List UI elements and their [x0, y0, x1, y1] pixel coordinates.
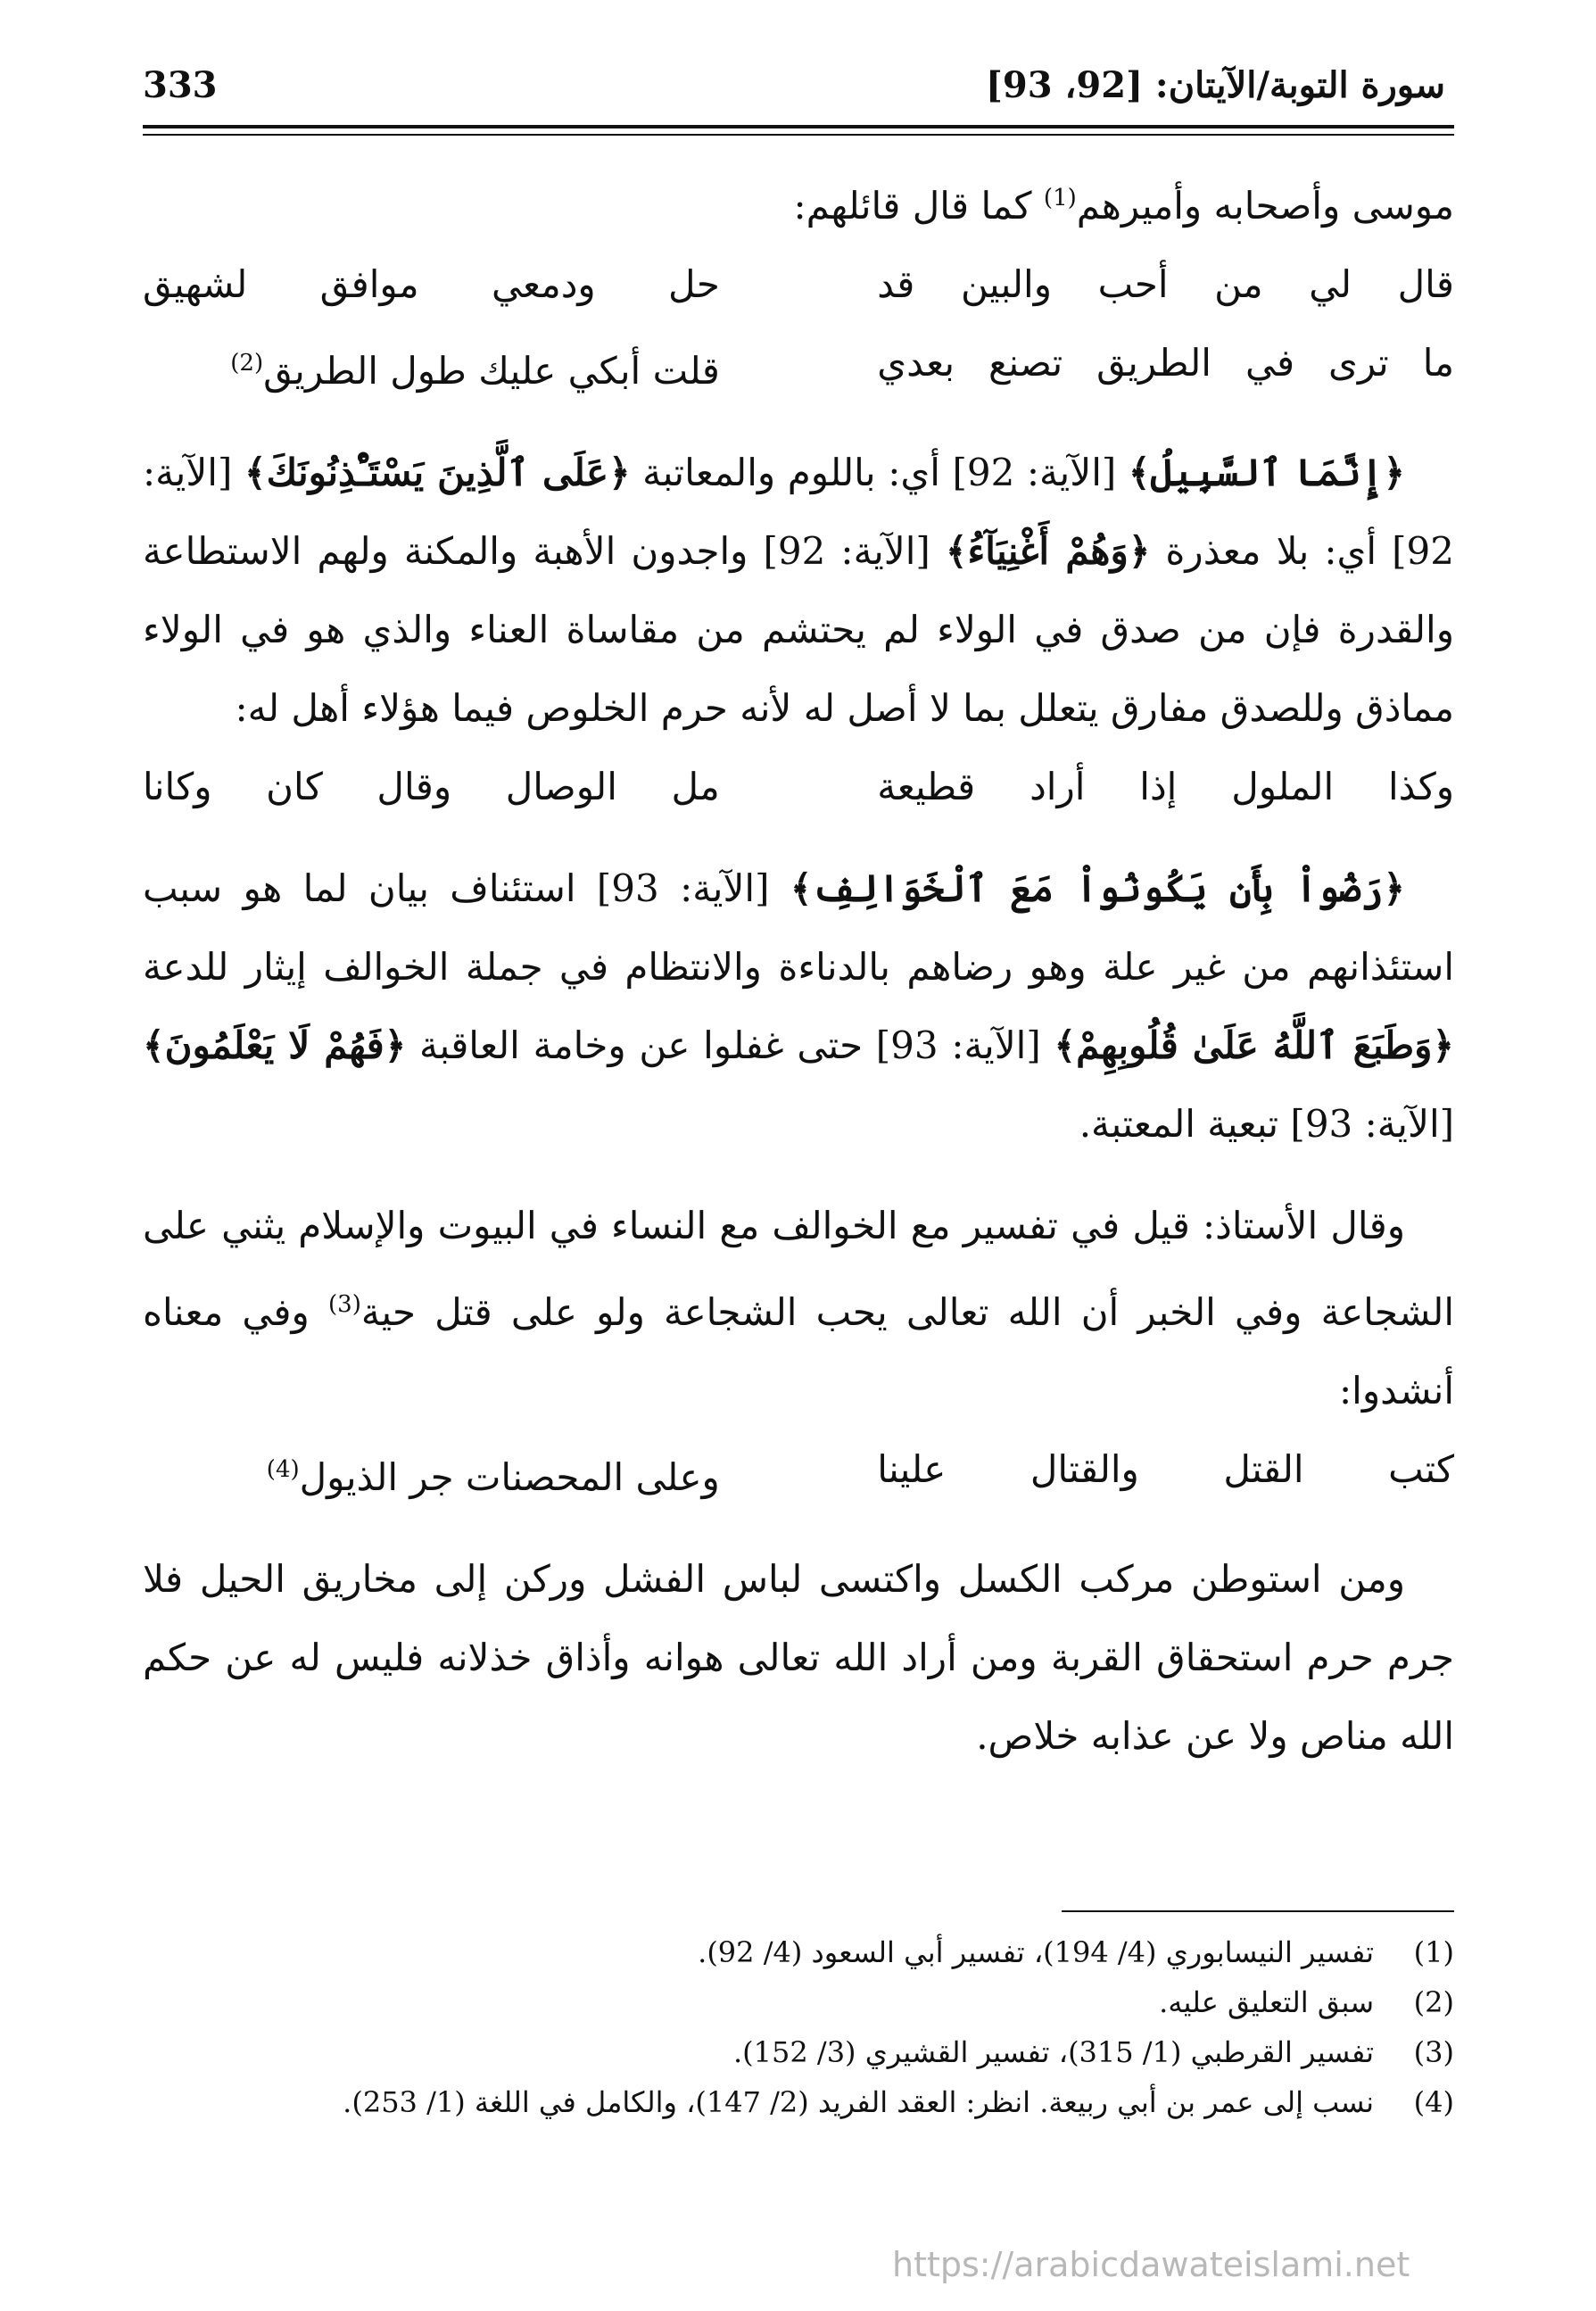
footnote-separator — [1062, 1910, 1454, 1912]
footnote-text: تفسير القرطبي (1/ 315)، تفسير القشيري (3/ 152). — [733, 2035, 1374, 2069]
poem-verse-3 — [143, 748, 1454, 826]
quran-quote: ﴿إِنَّمَا ٱلسَّبِيلُ﴾ — [1128, 451, 1406, 494]
paragraph-2: ﴿إِنَّمَا ٱلسَّبِيلُ﴾ [الآية: 92] أي: باللوم والمعاتبة ﴿عَلَى ٱلَّذِينَ يَسْتَـْٔذِنُونَكَ﴾ [الآية: 92] أي: بلا معذرة ﴿وَهُمْ أَغْنِيَآءُ﴾ [الآية: 92] واجدون الأهبة والمكنة ولهم الاستطاعة والقدرة فإن من صدق في الولاء لم يحتشم من مقاساة العناء والذي هو في الولاء مماذق وللصدق مفارق يتعلل بما لا أصل له لأنه حرم الخلوص فيما هؤلاء أهل له: — [143, 451, 1454, 730]
verse-1-first-hemistich: قال لي من أحب والبين قد — [877, 262, 1454, 306]
footnote-number: (1) — [1413, 1935, 1454, 1969]
quran-quote: ﴿رَضُواْ بِأَن يَكُونُواْ مَعَ ٱلْخَوَالِفِ﴾ — [790, 866, 1405, 910]
footnote-ref-1: (1) — [1043, 185, 1077, 211]
page-number: 333 — [143, 64, 218, 106]
footnotes — [143, 1927, 1454, 2127]
footnote-text: سبق التعليق عليه. — [1159, 1985, 1374, 2019]
paragraph-1: موسى وأصحابه وأميرهم$^{(1)}$ كما قال قائلهم: — [793, 184, 1454, 228]
poem-verse-4 — [143, 1430, 1454, 1517]
paragraph-5: ومن استوطن مركب الكسل واكتسى لباس الفشل وركن إلى مخاريق الحيل فلا جرم حرم استحقاق القربة ومن أراد الله تعالى هوانه وأذاق خذلانه فليس له عن حكم الله مناص ولا عن عذابه خلاص. — [143, 1557, 1454, 1758]
verse-4-first-hemistich: كتب القتل والقتال علينا — [877, 1447, 1454, 1491]
watermark-url: https://arabicdawateislami.net — [892, 2245, 1410, 2284]
poem-verse-2 — [143, 324, 1454, 410]
quran-quote: ﴿عَلَى ٱلَّذِينَ يَسْتَـْٔذِنُونَكَ﴾ — [244, 451, 631, 494]
quran-quote: ﴿وَطَبَعَ ٱللَّهُ عَلَىٰ قُلُوبِهِمْ﴾ — [1054, 1023, 1454, 1067]
verse-3-first-hemistich: وكذا الملول إذا أراد قطيعة — [877, 765, 1454, 808]
poem-verse-1 — [143, 245, 1454, 324]
paragraph-3: ﴿رَضُواْ بِأَن يَكُونُواْ مَعَ ٱلْخَوَالِفِ﴾ [الآية: 93] استئناف بيان لما هو سبب استئذانهم من غير علة وهو رضاهم بالدناءة والانتظام في جملة الخوالف إيثار للدعة ﴿وَطَبَعَ ٱللَّهُ عَلَىٰ قُلُوبِهِمْ﴾ [الآية: 93] حتى غفلوا عن وخامة العاقبة ﴿فَهُمْ لَا يَعْلَمُونَ﴾ [الآية: 93] تبعية المعتبة. — [143, 866, 1454, 1146]
quran-quote: ﴿فَهُمْ لَا يَعْلَمُونَ﴾ — [143, 1023, 407, 1067]
footnote-number: (2) — [1413, 1985, 1454, 2019]
footnote-4 — [143, 2077, 1454, 2127]
verse-3-second-hemistich: مل الوصال وقال كان وكانا — [143, 765, 720, 808]
verse-4-second-hemistich: وعلى المحصنات جر الذيول$^{(4)}$ — [266, 1455, 720, 1499]
footnote-number: (3) — [1413, 2035, 1454, 2069]
sura-title: سورة التوبة/الآيتان: [92، 93] — [985, 64, 1445, 106]
footnote-1 — [143, 1927, 1454, 1977]
verse-2-first-hemistich: ما ترى في الطريق تصنع بعدي — [877, 341, 1454, 385]
quran-quote: ﴿وَهُمْ أَغْنِيَآءُ﴾ — [945, 529, 1151, 573]
footnote-text: نسب إلى عمر بن أبي ربيعة. انظر: العقد الفريد (2/ 147)، والكامل في اللغة (1/ 253). — [343, 2085, 1374, 2119]
page-header — [143, 55, 1445, 127]
footnote-text: تفسير النيسابوري (4/ 194)، تفسير أبي السعود (4/ 92). — [698, 1935, 1374, 1969]
footnote-ref-2: (2) — [230, 350, 264, 377]
header-rule-thick — [143, 125, 1454, 128]
footnote-2 — [143, 1977, 1454, 2027]
paragraph-4: وقال الأستاذ: قيل في تفسير مع الخوالف مع النساء في البيوت والإسلام يثني على الشجاعة وفي الخبر أن الله تعالى يحب الشجاعة ولو على قتل حية$^{(3)}$ وفي معناه أنشدوا: — [143, 1204, 1454, 1412]
footnote-3 — [143, 2027, 1454, 2077]
main-text — [143, 159, 1454, 1776]
header-rule-thin — [143, 134, 1454, 136]
footnote-ref-4: (4) — [266, 1456, 300, 1483]
footnote-number: (4) — [1413, 2085, 1454, 2119]
verse-2-second-hemistich: قلت أبكي عليك طول الطريق$^{(2)}$ — [230, 349, 720, 393]
footnote-ref-3: (3) — [327, 1291, 361, 1318]
verse-1-second-hemistich: حل ودمعي موافق لشهيق — [143, 262, 720, 306]
